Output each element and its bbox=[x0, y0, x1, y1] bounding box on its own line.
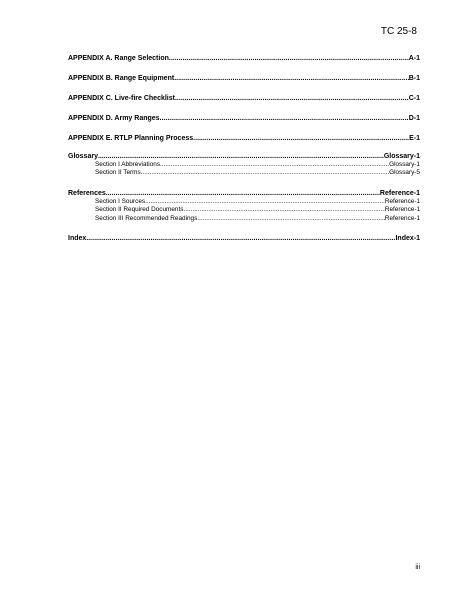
toc-entry-appendix-b[interactable] bbox=[68, 74, 420, 83]
toc-entry-index[interactable] bbox=[68, 234, 420, 243]
toc-entry-appendix-a[interactable] bbox=[68, 54, 420, 63]
toc-entry-appendix-d[interactable] bbox=[68, 114, 420, 123]
page-number: iii bbox=[415, 564, 420, 571]
toc-subentry-label: Section I Sources bbox=[95, 197, 146, 205]
toc-subentry-label: Section II Required Documents bbox=[95, 206, 184, 214]
toc-entry-appendix-c[interactable] bbox=[68, 94, 420, 103]
dot-leader bbox=[160, 114, 409, 123]
toc-subentry-references-recommended-readings[interactable] bbox=[68, 215, 420, 223]
toc-entry-page: C-1 bbox=[408, 95, 420, 102]
dot-leader bbox=[145, 198, 385, 206]
toc-subentry-label: Section I Abbreviations bbox=[95, 161, 161, 168]
toc-entry-page: Reference-1 bbox=[379, 189, 420, 197]
dot-leader bbox=[183, 206, 384, 214]
toc-subentry-page: Reference-1 bbox=[384, 214, 420, 222]
dot-leader bbox=[169, 54, 409, 63]
document-id: TC 25-8 bbox=[380, 26, 417, 37]
dot-leader bbox=[106, 189, 380, 198]
toc-subentry-page: Reference-1 bbox=[384, 197, 420, 205]
toc-entry-page: E-1 bbox=[409, 135, 420, 142]
toc-entry-glossary[interactable] bbox=[68, 152, 420, 161]
toc-entry-label: APPENDIX B. Range Equipment bbox=[68, 75, 175, 82]
dot-leader bbox=[160, 161, 389, 169]
toc-entry-page: A-1 bbox=[408, 55, 420, 62]
toc-entry-references[interactable] bbox=[68, 189, 420, 198]
toc-entry-appendix-e[interactable] bbox=[68, 134, 420, 143]
toc-subentry-references-required-documents[interactable] bbox=[68, 206, 420, 214]
toc-entry-label: APPENDIX C. Live-fire Checklist bbox=[68, 95, 175, 102]
dot-leader bbox=[175, 94, 409, 103]
toc-subentry-glossary-terms[interactable] bbox=[68, 169, 420, 177]
toc-subentry-glossary-abbreviations[interactable] bbox=[68, 161, 420, 169]
toc-entry-page: Index-1 bbox=[395, 235, 420, 243]
table-of-contents bbox=[68, 54, 420, 243]
dot-leader bbox=[98, 152, 384, 161]
toc-entry-page: D-1 bbox=[408, 115, 420, 122]
toc-subentry-label: Section III Recommended Readings bbox=[95, 214, 198, 222]
toc-entry-label: Index bbox=[68, 235, 87, 243]
dot-leader bbox=[174, 74, 409, 83]
toc-entry-label: References bbox=[68, 189, 106, 197]
toc-entry-page: Glossary-1 bbox=[383, 153, 420, 160]
toc-entry-label: Glossary bbox=[68, 153, 98, 160]
toc-subentry-page: Glossary-1 bbox=[389, 161, 420, 168]
toc-entry-label: APPENDIX A. Range Selection bbox=[68, 55, 169, 62]
dot-leader bbox=[141, 169, 389, 177]
toc-entry-label: APPENDIX E. RTLP Planning Process bbox=[68, 135, 194, 142]
toc-subentry-label: Section II Terms bbox=[95, 169, 141, 177]
dot-leader bbox=[86, 234, 395, 243]
toc-subentry-page: Glossary-5 bbox=[389, 169, 420, 177]
dot-leader bbox=[197, 215, 385, 223]
toc-entry-page: B-1 bbox=[408, 75, 420, 82]
toc-subentry-page: Reference-1 bbox=[384, 206, 420, 214]
toc-subentry-references-sources[interactable] bbox=[68, 198, 420, 206]
toc-entry-label: APPENDIX D. Army Ranges bbox=[68, 115, 160, 122]
dot-leader bbox=[193, 134, 409, 143]
